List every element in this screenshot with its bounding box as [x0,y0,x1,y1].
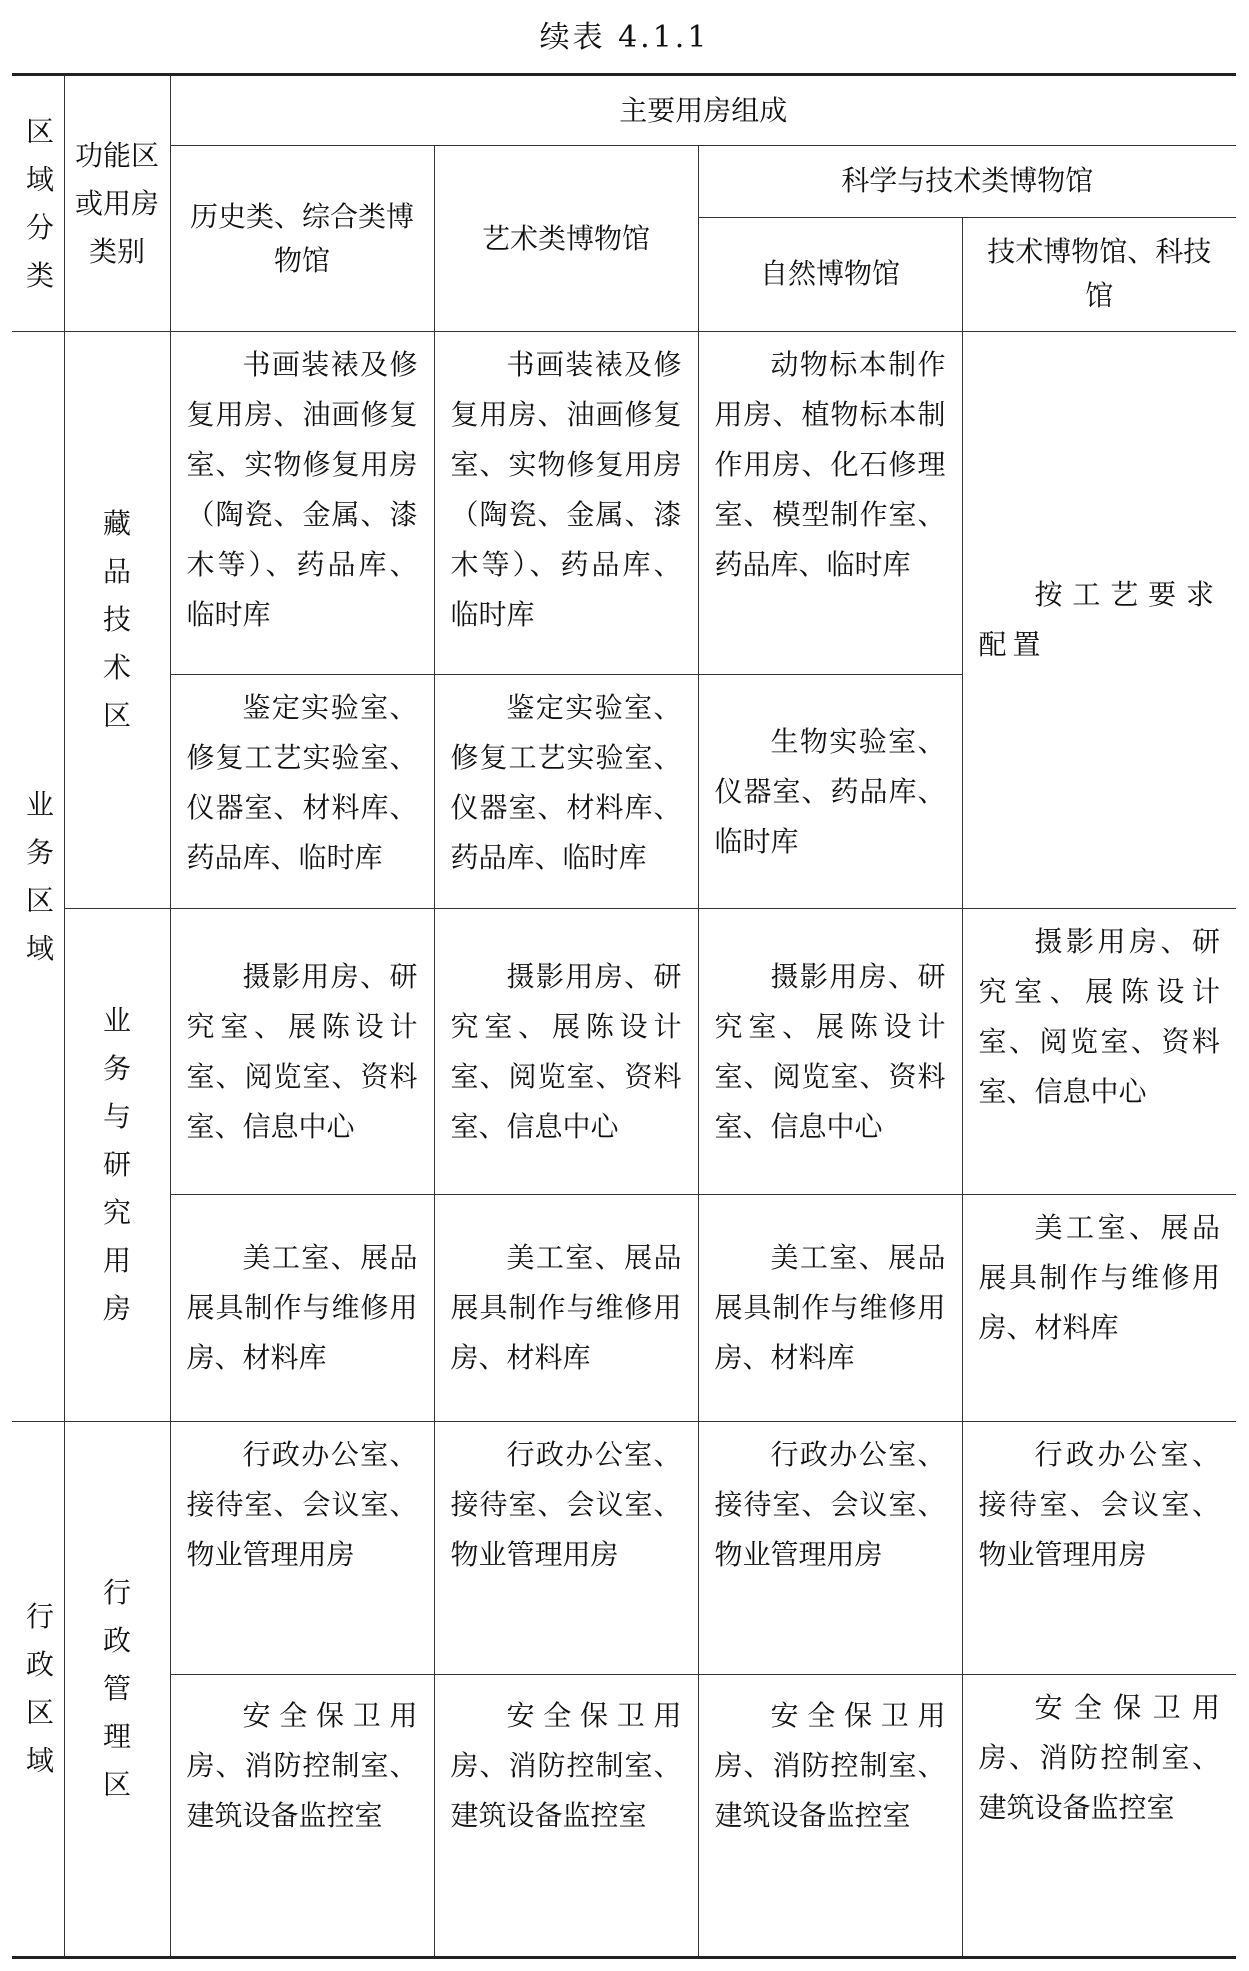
room-composition-table [12,73,1236,1959]
zone-admin [12,1421,64,1957]
zone-business [12,332,64,1422]
cell-r6-natural: 安全保卫用房、消防控制室、建筑设备监控室 [698,1674,962,1957]
cell-r3-art: 摄影用房、研究室、展陈设计室、阅览室、资料室、信息中心 [434,909,698,1194]
cell-r1-tech: 按工艺要求配置 [962,332,1236,909]
func-admin-mgmt-label: 行政管理区 [103,1575,132,1801]
func-research-label: 业务与研究用房 [103,1004,132,1326]
zone-business-label: 业务区域 [26,787,55,965]
header-natural: 自然博物馆 [698,217,962,332]
header-zone: 区域分类 [12,75,64,332]
header-function-label: 功能区或用房类别 [75,138,160,268]
cell-r2-art: 鉴定实验室、修复工艺实验室、仪器室、材料库、药品库、临时库 [434,674,698,909]
cell-r1-natural: 动物标本制作用房、植物标本制作用房、化石修理室、模型制作室、药品库、临时库 [698,332,962,675]
cell-r4-history: 美工室、展品展具制作与维修用房、材料库 [170,1194,434,1421]
header-tech: 技术博物馆、科技馆 [962,217,1236,332]
cell-r6-history: 安全保卫用房、消防控制室、建筑设备监控室 [170,1674,434,1957]
table-caption: 续表 4.1.1 [539,20,710,55]
cell-r6-art: 安全保卫用房、消防控制室、建筑设备监控室 [434,1674,698,1957]
header-art: 艺术类博物馆 [434,146,698,332]
header-history: 历史类、综合类博物馆 [170,146,434,332]
header-sci-group: 科学与技术类博物馆 [698,146,1236,217]
cell-r5-art: 行政办公室、接待室、会议室、物业管理用房 [434,1421,698,1674]
cell-r4-natural: 美工室、展品展具制作与维修用房、材料库 [698,1194,962,1421]
func-collection-tech [64,332,170,909]
cell-r3-natural: 摄影用房、研究室、展陈设计室、阅览室、资料室、信息中心 [698,909,962,1194]
cell-r1-art: 书画装裱及修复用房、油画修复室、实物修复用房（陶瓷、金属、漆木等）、药品库、临时库 [434,332,698,675]
cell-r3-history: 摄影用房、研究室、展陈设计室、阅览室、资料室、信息中心 [170,909,434,1194]
cell-r6-tech: 安全保卫用房、消防控制室、建筑设备监控室 [962,1674,1236,1957]
func-collection-tech-label: 藏品技术区 [103,507,132,733]
func-research [64,909,170,1421]
cell-r1-history: 书画装裱及修复用房、油画修复室、实物修复用房（陶瓷、金属、漆木等）、药品库、临时库 [170,332,434,675]
cell-r3-tech: 摄影用房、研究室、展陈设计室、阅览室、资料室、信息中心 [962,909,1236,1194]
zone-admin-label: 行政区域 [26,1599,55,1777]
header-function [64,75,170,332]
cell-r2-history: 鉴定实验室、修复工艺实验室、仪器室、材料库、药品库、临时库 [170,674,434,909]
cell-r2-natural: 生物实验室、仪器室、药品库、临时库 [698,674,962,909]
cell-r5-tech: 行政办公室、接待室、会议室、物业管理用房 [962,1421,1236,1674]
func-admin-mgmt [64,1421,170,1957]
cell-r4-tech: 美工室、展品展具制作与维修用房、材料库 [962,1194,1236,1421]
header-main-group: 主要用房组成 [170,75,1236,146]
cell-r5-history: 行政办公室、接待室、会议室、物业管理用房 [170,1421,434,1674]
cell-r5-natural: 行政办公室、接待室、会议室、物业管理用房 [698,1421,962,1674]
cell-r4-art: 美工室、展品展具制作与维修用房、材料库 [434,1194,698,1421]
